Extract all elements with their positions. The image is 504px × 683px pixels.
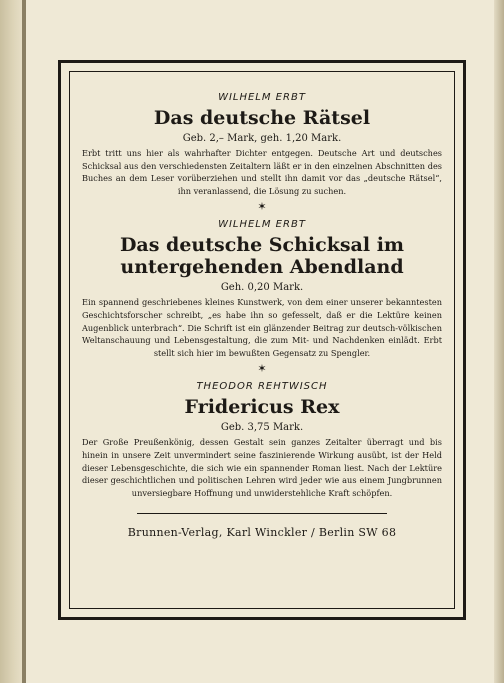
entry-description: Der Große Preußenkönig, dessen Gestalt sein ganzes Zeitalter überragt und bis hinein in unsere Zeit unvermindert seine faszinierende Wirkung ausübt, ist der Held dieser Lebensgeschichte, die sich wie ein spannender Roman liest. Nach der Lektüre dieser geschichtlichen und politischen Lehren wird jeder wie aus einem Jungbrunnen unversiegbare Hoffnung und unwiderstehliche Kraft schöpfen. [82,437,442,498]
entry-title: Fridericus Rex [184,396,340,419]
entry-price: Geb. 3,75 Mark. [220,422,304,434]
advertisement-inner-frame [69,71,455,609]
entry-title: Das deutsche Rätsel [153,107,371,129]
star-separator: ✶ [257,362,267,376]
facing-page-edge [0,0,22,683]
divider-rule [137,513,387,514]
entry-title: Das deutsche Schicksal im untergehenden Abendland [119,234,405,279]
star-separator: ✶ [257,200,267,214]
entry-price: Geb. 2,– Mark, geh. 1,20 Mark. [182,133,342,144]
entry-description: Ein spannend geschriebenes kleines Kunstwerk, von dem einer unserer bekanntesten Geschichtsforscher schreibt, „es habe ihn so gefesselt, daß er die Lektüre keinen Augenblick unterbrach“. Die Schrift ist ein glänzender Beitrag zur deutsch-völkischen Weltanschauung und Lebensgestaltung, die zum Mit- und Nachdenken einlädt. Erbt stellt sich hier im bewußten Gegensatz zu Spengler. [82,297,442,358]
entry-author: THEODOR REHTWISCH [196,381,328,393]
entry-price: Geh. 0,20 Mark. [220,282,304,294]
page-right-edge [494,0,504,683]
advertisement-content [82,92,442,539]
entry-author: WILHELM ERBT [218,92,306,103]
entry-author: WILHELM ERBT [218,219,306,231]
publisher-line: Brunnen-Verlag, Karl Winckler / Berlin SW 68 [127,526,397,540]
book-entry-2 [82,219,442,359]
book-entry-3 [82,381,442,499]
entry-description: Erbt tritt uns hier als wahrhafter Dichter entgegen. Deutsche Art und deutsches Schicksal aus den verschiedensten Zeitaltern läßt er in den einzelnen Abschnitten des Buches an dem Leser vorüberziehen und stellt ihn damit vor das „deutsche Rätsel“, ihn veranlassend, die Lösung zu suchen. [82,148,442,196]
advertisement-frame [58,60,466,620]
book-entry-1 [82,92,442,197]
